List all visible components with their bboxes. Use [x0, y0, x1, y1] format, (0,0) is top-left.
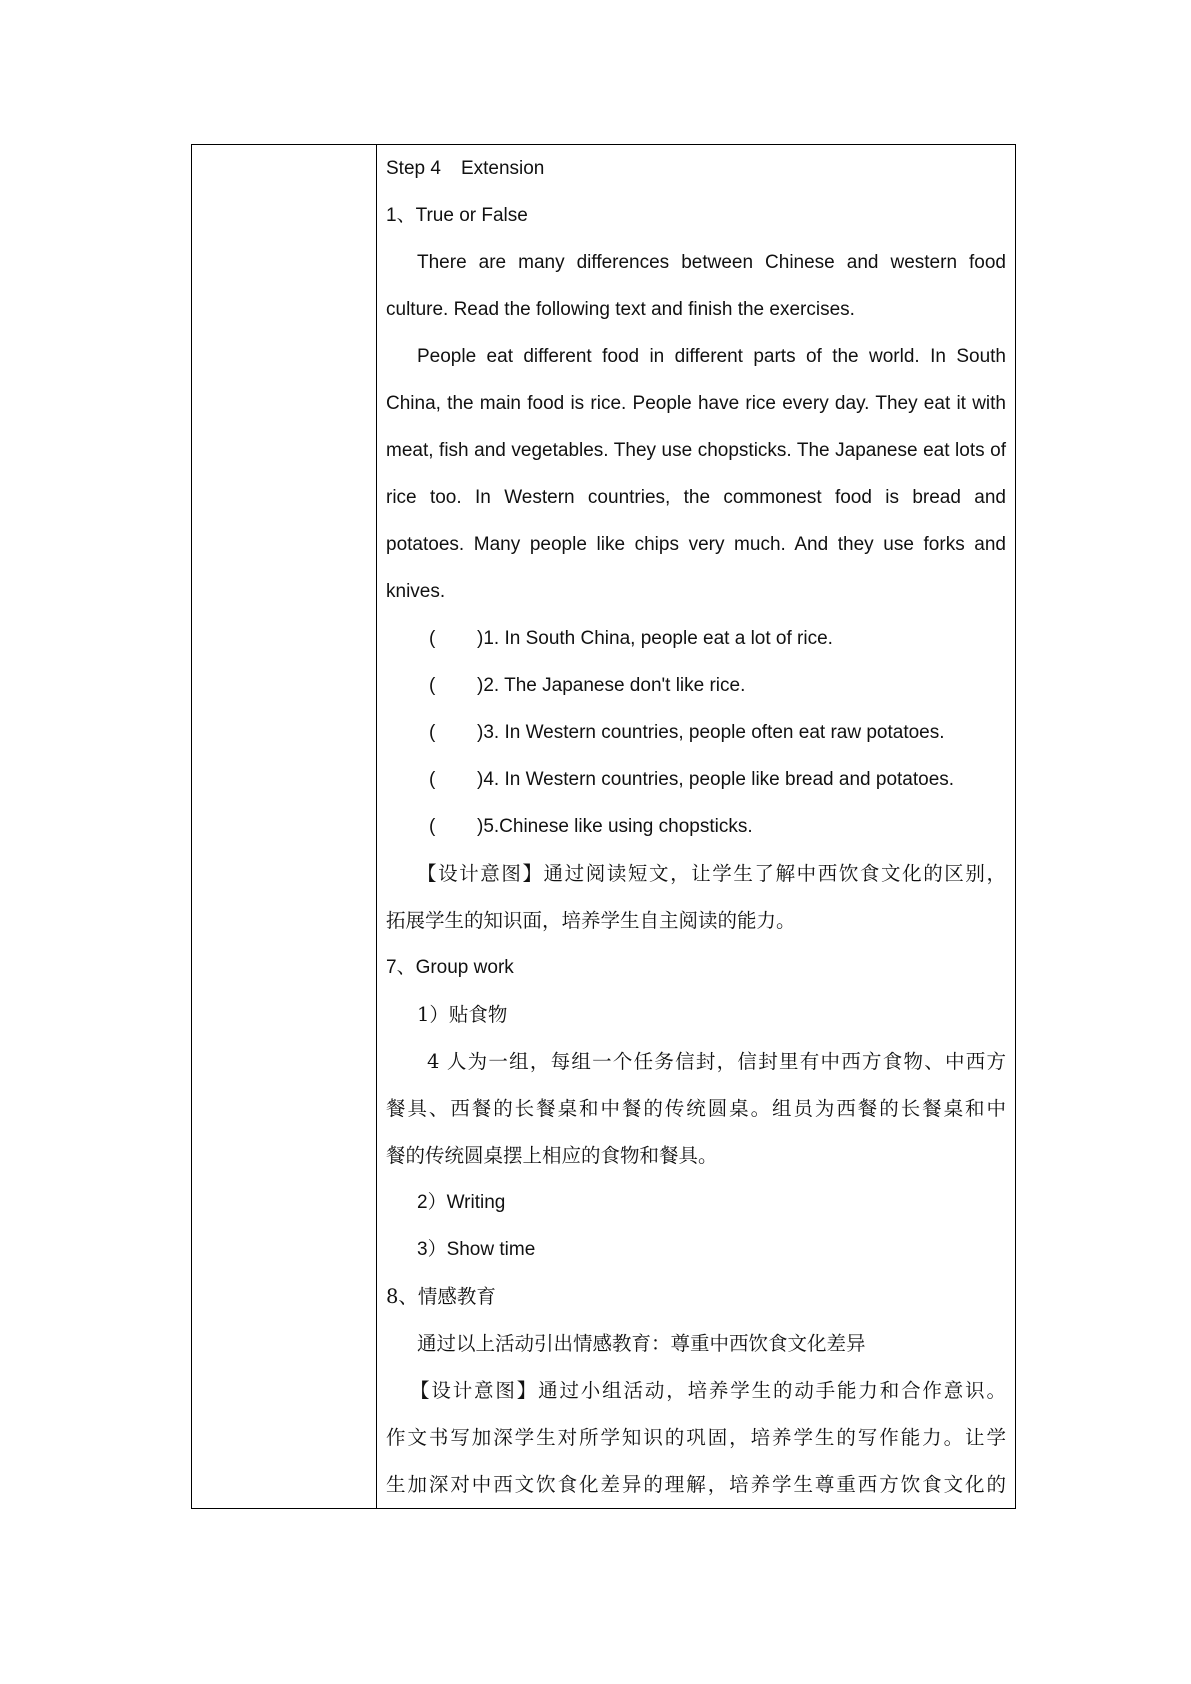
design-intent-2-line-1: 【设计意图】通过小组活动，培养学生的动手能力和合作意识。 [410, 1379, 1006, 1402]
intro-line-1: There are many differences between Chinese and western food [417, 252, 1006, 273]
question-text: 4. In Western countries, people like bread and potatoes. [483, 769, 955, 790]
question-4: ( )4. In Western countries, people like bread and potatoes. [429, 769, 955, 790]
answer-blank[interactable]: ( [429, 722, 436, 743]
lesson-table [191, 144, 1016, 1509]
section7-desc-line-2: 餐具、西餐的长餐桌和中餐的传统圆桌。组员为西餐的长餐桌和中 [386, 1097, 1006, 1120]
answer-blank[interactable]: ( [429, 769, 436, 790]
intro-line-2: culture. Read the following text and finish the exercises. [386, 299, 855, 320]
question-3: ( )3. In Western countries, people often eat raw potatoes. [429, 722, 945, 743]
section7-desc-line-3: 餐的传统圆桌摆上相应的食物和餐具。 [386, 1144, 718, 1167]
answer-blank[interactable]: ( [429, 628, 436, 649]
step-subtitle: Extension [460, 158, 545, 179]
question-5: ( )5.Chinese like using chopsticks. [429, 816, 753, 837]
question-2: ( )2. The Japanese don't like rice. [429, 675, 746, 696]
passage-line-1: People eat different food in different parts of the world. In South [417, 346, 1006, 367]
section8-heading: 8、情感教育 [386, 1285, 496, 1308]
question-text: 5.Chinese like using chopsticks. [483, 816, 753, 837]
question-text: 3. In Western countries, people often eat raw potatoes. [483, 722, 945, 743]
section7-desc-line-1: 4 人为一组，每组一个任务信封，信封里有中西方食物、中西方 [427, 1050, 1006, 1073]
step-title: Step 4 [386, 158, 441, 179]
column-divider [376, 145, 377, 1508]
step-heading [386, 157, 544, 181]
passage-line-2: China, the main food is rice. People have rice every day. They eat it with [386, 393, 1006, 414]
design-intent-2-line-3: 生加深对中西文饮食化差异的理解，培养学生尊重西方饮食文化的 [386, 1473, 1006, 1496]
passage-line-3: meat, fish and vegetables. They use chopsticks. The Japanese eat lots of [386, 440, 1006, 461]
section7-sub1: 1）贴食物 [417, 1003, 508, 1026]
passage-line-4: rice too. In Western countries, the commonest food is bread and [386, 487, 1006, 508]
design-intent-1-line-2: 拓展学生的知识面，培养学生自主阅读的能力。 [386, 909, 796, 932]
answer-blank[interactable]: ( [429, 675, 436, 696]
passage-line-5: potatoes. Many people like chips very much. And they use forks and [386, 534, 1006, 555]
design-intent-2-line-2: 作文书写加深学生对所学知识的巩固，培养学生的写作能力。让学 [386, 1426, 1006, 1449]
question-text: 2. The Japanese don't like rice. [483, 675, 746, 696]
section1-heading: 1、True or False [386, 205, 528, 226]
section8-line-1: 通过以上活动引出情感教育：尊重中西饮食文化差异 [417, 1332, 866, 1355]
answer-blank[interactable]: ( [429, 816, 436, 837]
question-1: ( )1. In South China, people eat a lot of rice. [429, 628, 833, 649]
section7-sub3: 3）Show time [417, 1239, 536, 1260]
passage-line-6: knives. [386, 581, 446, 602]
section7-sub2: 2）Writing [417, 1192, 506, 1213]
design-intent-1-line-1: 【设计意图】通过阅读短文，让学生了解中西饮食文化的区别， [417, 862, 1006, 885]
section7-heading: 7、Group work [386, 957, 514, 978]
question-text: 1. In South China, people eat a lot of rice. [483, 628, 833, 649]
